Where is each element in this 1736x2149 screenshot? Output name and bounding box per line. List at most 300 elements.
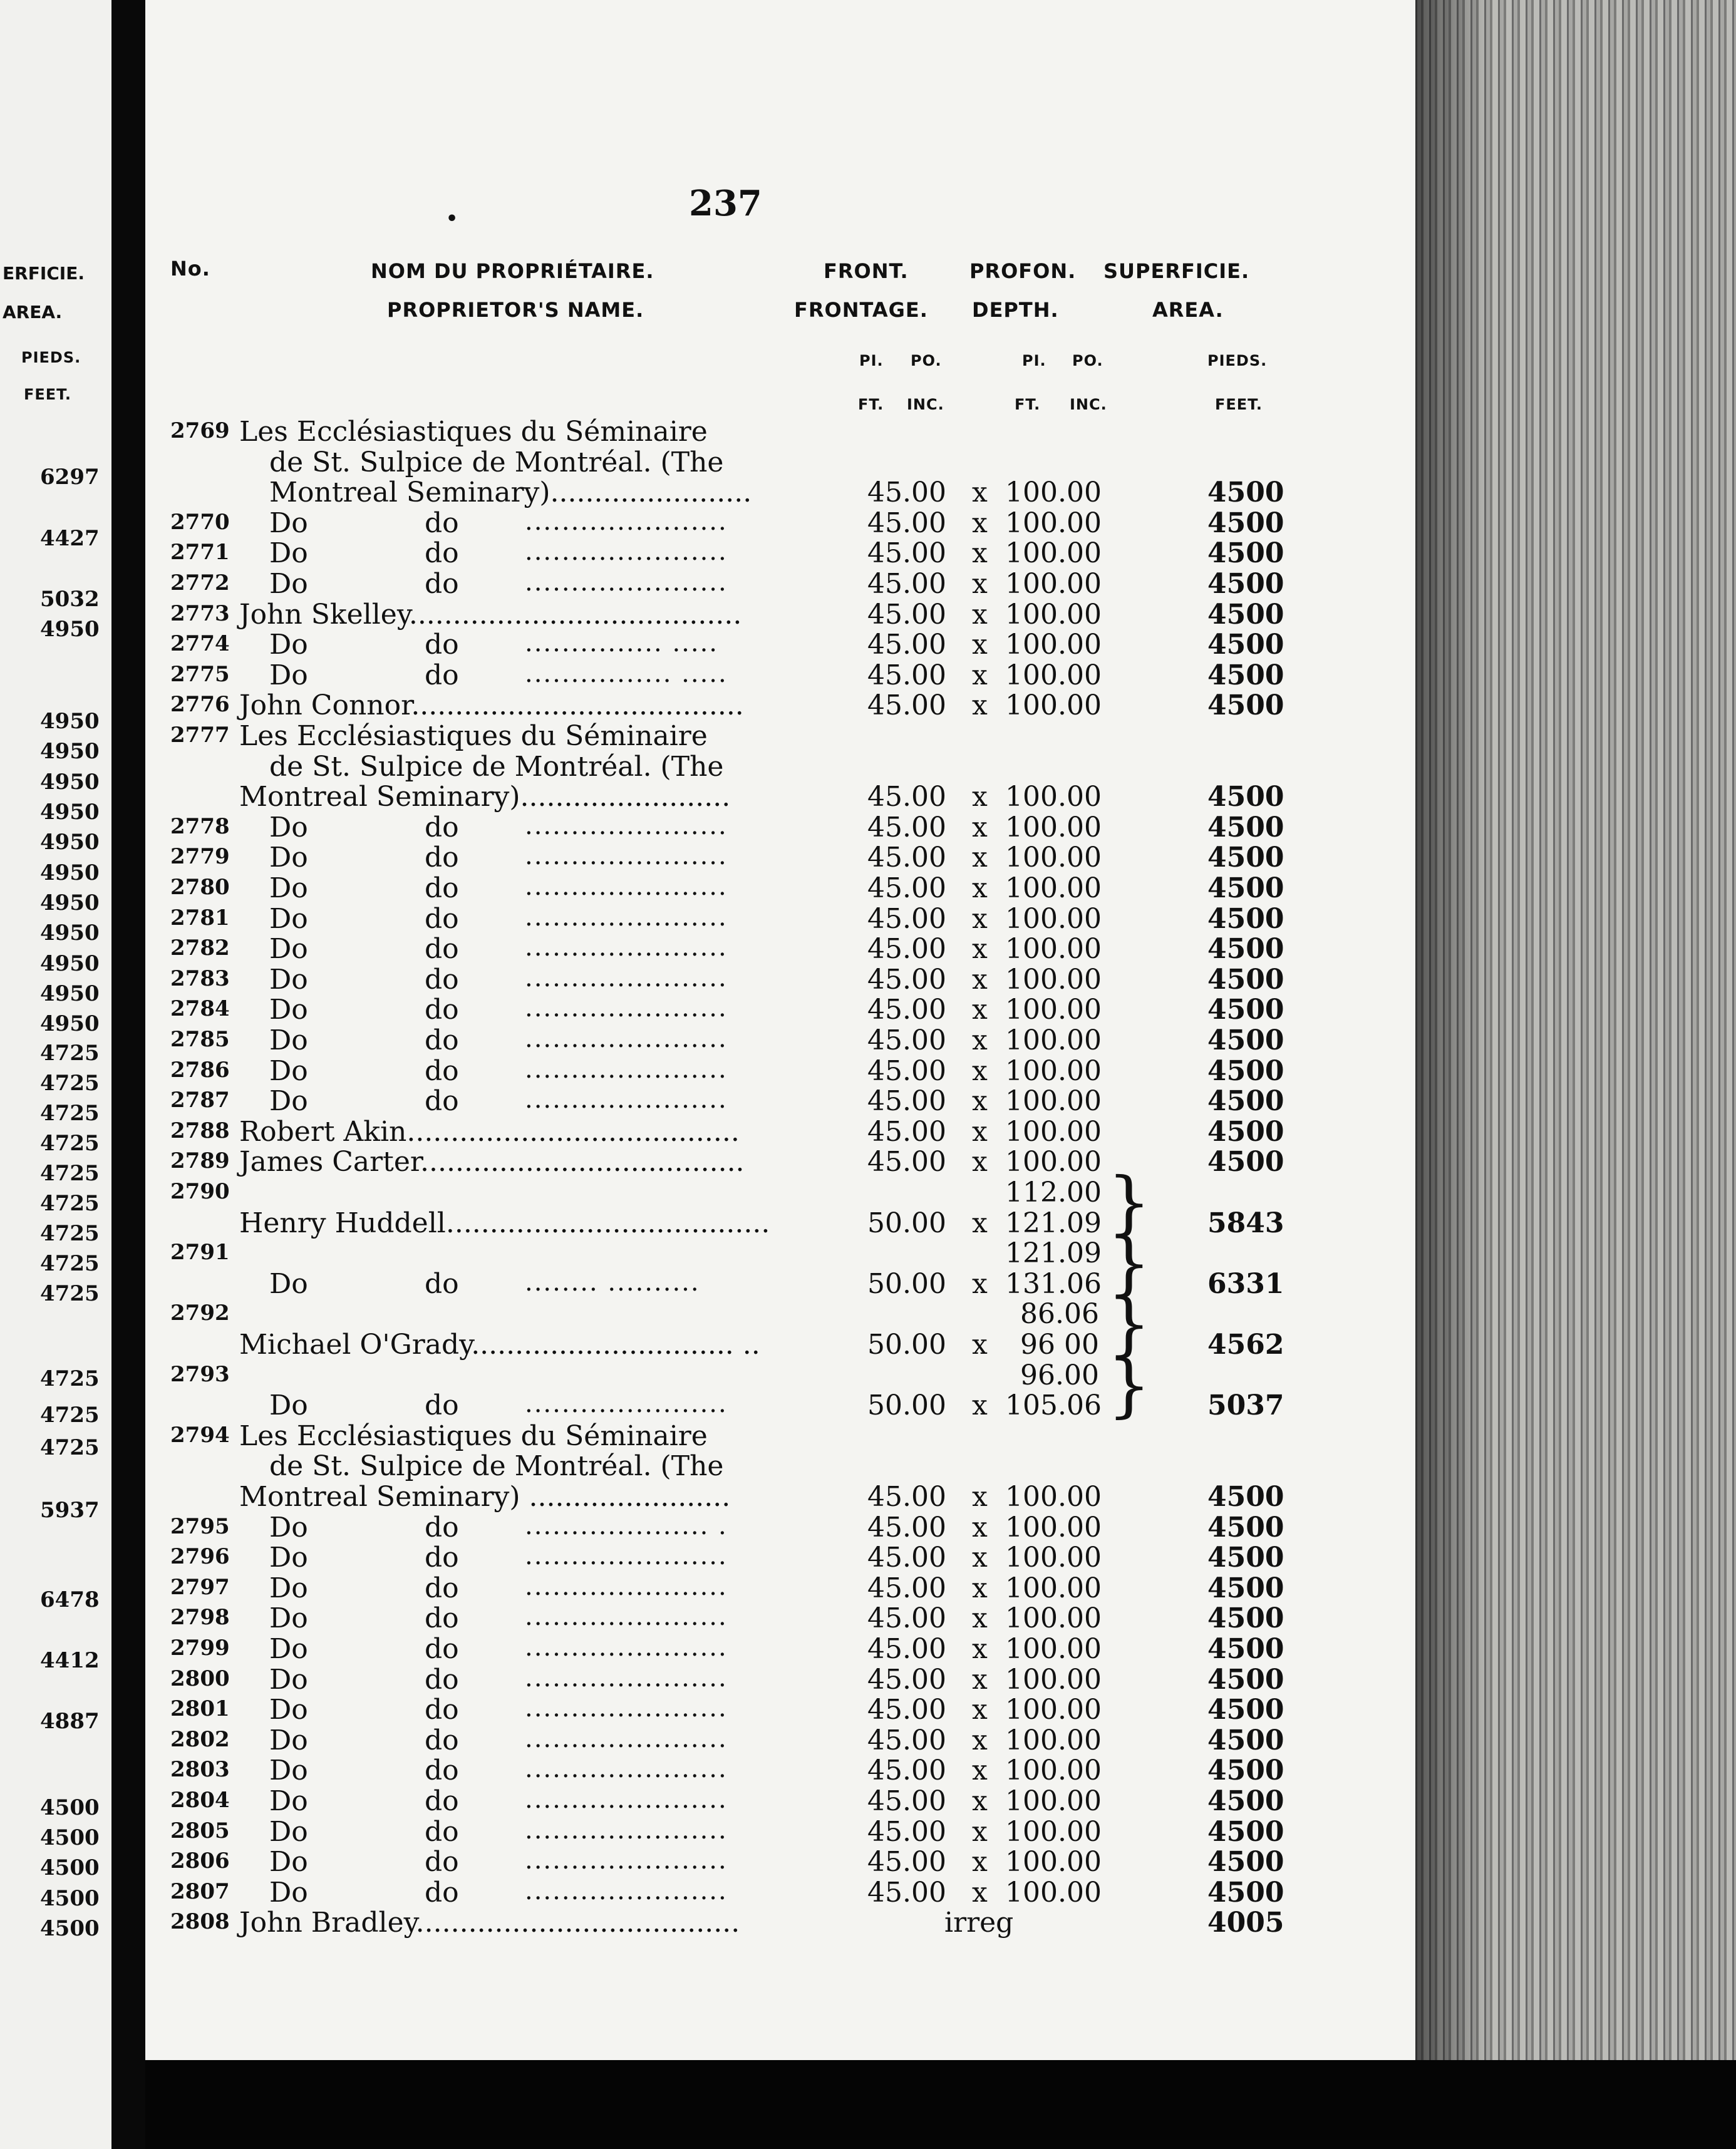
left-area-value: 4950 — [40, 890, 100, 915]
proprietor-name: Do — [269, 568, 308, 600]
left-area-value: 4725 — [40, 1131, 100, 1156]
proprietor-name-ditto: do — [425, 659, 459, 691]
dimension-separator: x — [972, 1146, 988, 1178]
area-value: 4500 — [1207, 781, 1284, 813]
proprietor-name: Do — [269, 1054, 308, 1087]
area-value: 4500 — [1207, 811, 1284, 843]
frontage-value: 45.00 — [867, 507, 946, 539]
frontage-value: 45.00 — [867, 1846, 946, 1878]
area-unit-pieds: PIEDS. — [1207, 352, 1268, 369]
proprietor-name-ditto: do — [425, 1511, 459, 1543]
frontage-value: 45.00 — [867, 811, 946, 843]
dimension-separator: x — [972, 1542, 988, 1574]
leader-dots: ...................... — [525, 1694, 728, 1723]
proprietor-name-ditto: do — [425, 1024, 459, 1056]
leader-dots: ...................... — [525, 1724, 728, 1753]
row-number: 2793 — [170, 1361, 230, 1387]
proprietor-name: Do — [269, 963, 308, 996]
row-number: 2798 — [170, 1605, 230, 1631]
row-number: 2795 — [170, 1513, 230, 1539]
row-number: 2792 — [170, 1301, 230, 1326]
depth-value: 100.00 — [1005, 933, 1102, 966]
left-area-value: 4725 — [40, 1161, 100, 1186]
dimension-separator: x — [972, 842, 988, 874]
frontage-value: 45.00 — [867, 963, 946, 996]
depth-value: 100.00 — [1005, 537, 1102, 570]
depth-value: 100.00 — [1005, 659, 1102, 691]
depth-value: 100.00 — [1005, 1633, 1102, 1665]
dimension-separator: x — [972, 1481, 988, 1513]
proprietor-name-ditto: do — [425, 811, 459, 843]
left-area-value: 6478 — [40, 1587, 100, 1612]
left-header-pieds: PIEDS. — [21, 349, 81, 366]
proprietor-name: Robert Akin...................................... — [239, 1115, 740, 1148]
depth-value: 100.00 — [1005, 811, 1102, 843]
proprietor-name-ditto: do — [425, 1755, 459, 1787]
proprietor-name-ditto: do — [425, 1054, 459, 1087]
left-header-superficie: ERFICIE. — [3, 263, 85, 284]
leader-dots: ...................... — [525, 1389, 728, 1419]
row-number: 2807 — [170, 1878, 230, 1904]
frontage-value: 45.00 — [867, 1085, 946, 1118]
proprietor-name: Do — [269, 1267, 308, 1300]
row-number: 2796 — [170, 1544, 230, 1570]
depth-value: 100.00 — [1005, 842, 1102, 874]
leader-dots: ...................... — [525, 963, 728, 992]
left-area-value: 4500 — [40, 1825, 100, 1850]
leader-dots: ............... ..... — [525, 629, 719, 658]
area-value: 4500 — [1207, 568, 1284, 600]
left-area-value: 4500 — [40, 1795, 100, 1820]
dimension-separator: x — [972, 507, 988, 539]
depth-value-upper: 112.00 — [1005, 1177, 1102, 1208]
row-number: 2794 — [170, 1422, 230, 1448]
left-area-value: 4950 — [40, 860, 100, 885]
left-area-value: 4427 — [40, 526, 100, 551]
proprietor-name: Michael O'Grady.............................. .. — [239, 1329, 760, 1361]
column-header-no: No. — [170, 257, 210, 281]
page-number: 237 — [689, 183, 762, 224]
dimension-separator: x — [972, 1389, 988, 1422]
front-unit-po: PO. — [911, 352, 942, 369]
dimension-separator: x — [972, 1724, 988, 1756]
proprietor-name-ditto: do — [425, 902, 459, 935]
dimension-separator: x — [972, 902, 988, 935]
proprietor-name: Do — [269, 872, 308, 904]
left-area-value: 6297 — [40, 465, 100, 490]
dimension-separator: x — [972, 1329, 988, 1361]
left-area-value: 4950 — [40, 739, 100, 764]
area-value: 4500 — [1207, 629, 1284, 661]
depth-value: 100.00 — [1005, 477, 1102, 509]
frontage-value: 45.00 — [867, 1694, 946, 1726]
dimension-separator: x — [972, 1815, 988, 1848]
proprietor-name: Do — [269, 933, 308, 966]
left-area-value: 4950 — [40, 830, 100, 855]
page-dot: • — [446, 208, 458, 230]
dimension-separator: x — [972, 872, 988, 904]
proprietor-name: Do — [269, 1815, 308, 1848]
proprietor-name-ditto: do — [425, 507, 459, 539]
frontage-value: 50.00 — [867, 1207, 946, 1239]
area-value: 4500 — [1207, 1694, 1284, 1726]
left-area-value: 4950 — [40, 951, 100, 976]
proprietor-name-ditto: do — [425, 1694, 459, 1726]
book-gutter — [111, 0, 145, 2149]
area-value: 4500 — [1207, 933, 1284, 966]
proprietor-name-ditto: do — [425, 1633, 459, 1665]
proprietor-name-ditto: do — [425, 1602, 459, 1635]
leader-dots: ................ ..... — [525, 659, 728, 688]
left-area-value: 4412 — [40, 1648, 100, 1673]
row-number: 2789 — [170, 1148, 230, 1174]
left-area-value: 4725 — [40, 1403, 100, 1428]
left-area-value: 4950 — [40, 981, 100, 1006]
column-header-name-en: PROPRIETOR'S NAME. — [387, 298, 644, 322]
left-area-value: 4500 — [40, 1916, 100, 1941]
row-number: 2778 — [170, 813, 230, 839]
left-area-value: 4725 — [40, 1435, 100, 1460]
area-value: 4500 — [1207, 1663, 1284, 1696]
leader-dots: ...................... — [525, 842, 728, 871]
area-value: 4500 — [1207, 1755, 1284, 1787]
area-unit-feet: FEET. — [1215, 396, 1263, 413]
irregular-dimension: irreg — [944, 1907, 1014, 1939]
proprietor-name-ditto: do — [425, 1815, 459, 1848]
frontage-value: 45.00 — [867, 1724, 946, 1756]
depth-value-upper: 96.00 — [1020, 1359, 1099, 1391]
left-area-value: 4725 — [40, 1251, 100, 1276]
leader-dots: ...................... — [525, 994, 728, 1023]
proprietor-name-ditto: do — [425, 1663, 459, 1696]
leader-dots: ...................... — [525, 1876, 728, 1905]
depth-value-upper: 121.09 — [1005, 1237, 1102, 1270]
proprietor-name: Do — [269, 537, 308, 570]
depth-value: 100.00 — [1005, 1785, 1102, 1817]
proprietor-name: Do — [269, 1633, 308, 1665]
depth-value: 100.00 — [1005, 507, 1102, 539]
frontage-value: 50.00 — [867, 1389, 946, 1422]
frontage-value: 45.00 — [867, 1876, 946, 1909]
left-area-value: 4725 — [40, 1101, 100, 1126]
row-number: 2806 — [170, 1848, 230, 1874]
depth-value-lower: 131.06 — [1005, 1267, 1102, 1300]
depth-value: 100.00 — [1005, 1694, 1102, 1726]
left-area-value: 4725 — [40, 1221, 100, 1246]
proprietor-name: Do — [269, 1572, 308, 1604]
area-value: 4500 — [1207, 1115, 1284, 1148]
dimension-separator: x — [972, 963, 988, 996]
frontage-value: 45.00 — [867, 629, 946, 661]
frontage-value: 45.00 — [867, 842, 946, 874]
left-area-value: 4500 — [40, 1886, 100, 1911]
depth-value: 100.00 — [1005, 1663, 1102, 1696]
row-number: 2775 — [170, 661, 230, 687]
proprietor-name: Do — [269, 994, 308, 1026]
leader-dots: ...................... — [525, 811, 728, 840]
column-header-depth-fr: PROFON. — [969, 259, 1077, 283]
area-value: 4500 — [1207, 1542, 1284, 1574]
area-value: 4500 — [1207, 1846, 1284, 1878]
left-area-value: 5032 — [40, 587, 100, 612]
proprietor-name: Do — [269, 1755, 308, 1787]
depth-value: 100.00 — [1005, 1511, 1102, 1543]
frontage-value: 45.00 — [867, 1755, 946, 1787]
row-number: 2800 — [170, 1666, 230, 1691]
dimension-separator: x — [972, 689, 988, 722]
row-number: 2808 — [170, 1909, 230, 1935]
area-value: 4500 — [1207, 598, 1284, 631]
area-value: 4500 — [1207, 1572, 1284, 1604]
dimension-separator: x — [972, 568, 988, 600]
leader-dots: ...................... — [525, 1572, 728, 1601]
proprietor-name: John Connor...................................... — [239, 689, 744, 722]
row-number: 2805 — [170, 1818, 230, 1843]
dimension-separator: x — [972, 1663, 988, 1696]
row-number: 2783 — [170, 966, 230, 991]
dimension-separator: x — [972, 1267, 988, 1300]
left-header-area: AREA. — [3, 302, 63, 322]
frontage-value: 45.00 — [867, 1511, 946, 1543]
frontage-value: 50.00 — [867, 1329, 946, 1361]
depth-unit-inc: INC. — [1070, 396, 1107, 413]
leader-dots: ...................... — [525, 933, 728, 962]
frontage-value: 45.00 — [867, 933, 946, 966]
depth-value: 100.00 — [1005, 1054, 1102, 1087]
depth-brace: } — [1107, 1223, 1151, 1304]
row-number: 2801 — [170, 1696, 230, 1722]
frontage-value: 45.00 — [867, 1146, 946, 1178]
proprietor-name-ditto: do — [425, 933, 459, 966]
leader-dots: ...................... — [525, 1085, 728, 1115]
proprietor-name-ditto: do — [425, 842, 459, 874]
area-value: 5843 — [1207, 1207, 1284, 1239]
depth-value: 100.00 — [1005, 598, 1102, 631]
left-area-value: 4950 — [40, 1011, 100, 1036]
left-header-feet: FEET. — [24, 386, 72, 403]
dimension-separator: x — [972, 477, 988, 509]
row-number: 2791 — [170, 1240, 230, 1265]
row-number: 2797 — [170, 1574, 230, 1600]
frontage-value: 45.00 — [867, 568, 946, 600]
area-value: 6331 — [1207, 1267, 1284, 1300]
row-number: 2803 — [170, 1757, 230, 1783]
area-value: 4500 — [1207, 1876, 1284, 1909]
proprietor-name: Do — [269, 1724, 308, 1756]
proprietor-name-ditto: do — [425, 629, 459, 661]
left-area-value: 4887 — [40, 1709, 100, 1734]
depth-value-lower: 96 00 — [1020, 1329, 1099, 1361]
leader-dots: ...................... — [525, 1815, 728, 1845]
area-value: 4500 — [1207, 1633, 1284, 1665]
row-number: 2781 — [170, 905, 230, 930]
proprietor-name-ditto: do — [425, 1542, 459, 1574]
proprietor-name: Do — [269, 507, 308, 539]
proprietor-name: de St. Sulpice de Montréal. (The — [269, 1450, 724, 1483]
proprietor-name-ditto: do — [425, 568, 459, 600]
row-number: 2788 — [170, 1118, 230, 1143]
leader-dots: ...................... — [525, 872, 728, 901]
proprietor-name-ditto: do — [425, 1785, 459, 1817]
proprietor-name-ditto: do — [425, 994, 459, 1026]
depth-value: 100.00 — [1005, 1815, 1102, 1848]
dimension-separator: x — [972, 537, 988, 570]
dimension-separator: x — [972, 1694, 988, 1726]
proprietor-name: Do — [269, 902, 308, 935]
dimension-separator: x — [972, 629, 988, 661]
depth-value: 100.00 — [1005, 629, 1102, 661]
proprietor-name-ditto: do — [425, 1876, 459, 1909]
depth-value: 100.00 — [1005, 1755, 1102, 1787]
depth-value: 100.00 — [1005, 1542, 1102, 1574]
frontage-value: 45.00 — [867, 1572, 946, 1604]
depth-value-lower: 121.09 — [1005, 1207, 1102, 1239]
frontage-value: 45.00 — [867, 1481, 946, 1513]
row-number: 2785 — [170, 1027, 230, 1052]
area-value: 4500 — [1207, 1481, 1284, 1513]
depth-value: 100.00 — [1005, 994, 1102, 1026]
left-area-value: 4950 — [40, 920, 100, 946]
area-value: 4500 — [1207, 842, 1284, 874]
area-value: 4500 — [1207, 1024, 1284, 1056]
proprietor-name: Do — [269, 1846, 308, 1878]
leader-dots: ...................... — [525, 1846, 728, 1875]
frontage-value: 45.00 — [867, 659, 946, 691]
frontage-value: 45.00 — [867, 689, 946, 722]
depth-value: 100.00 — [1005, 872, 1102, 904]
area-value: 4500 — [1207, 1785, 1284, 1817]
dimension-separator: x — [972, 1207, 988, 1239]
proprietor-name: de St. Sulpice de Montréal. (The — [269, 446, 724, 478]
left-area-value: 4950 — [40, 800, 100, 825]
proprietor-name: de St. Sulpice de Montréal. (The — [269, 750, 724, 783]
proprietor-name: Les Ecclésiastiques du Séminaire — [239, 720, 708, 752]
area-value: 4500 — [1207, 1511, 1284, 1543]
left-area-value: 5937 — [40, 1498, 100, 1523]
frontage-value: 45.00 — [867, 1602, 946, 1635]
area-value: 4500 — [1207, 872, 1284, 904]
proprietor-name: Do — [269, 842, 308, 874]
row-number: 2773 — [170, 600, 230, 626]
area-value: 4500 — [1207, 1085, 1284, 1118]
row-number: 2799 — [170, 1636, 230, 1661]
depth-value: 100.00 — [1005, 1572, 1102, 1604]
area-value: 4500 — [1207, 507, 1284, 539]
row-number: 2777 — [170, 723, 230, 748]
proprietor-name-ditto: do — [425, 963, 459, 996]
leader-dots: ...................... — [525, 1663, 728, 1693]
area-value: 4500 — [1207, 1724, 1284, 1756]
leader-dots: ...................... — [525, 1542, 728, 1571]
dimension-separator: x — [972, 1572, 988, 1604]
dimension-separator: x — [972, 811, 988, 843]
leader-dots: .................... . — [525, 1511, 728, 1540]
proprietor-name: John Bradley..................................... — [239, 1907, 740, 1939]
depth-value-upper: 86.06 — [1020, 1298, 1099, 1331]
dimension-separator: x — [972, 659, 988, 691]
frontage-value: 50.00 — [867, 1267, 946, 1300]
depth-value: 100.00 — [1005, 1481, 1102, 1513]
depth-value-lower: 105.06 — [1005, 1389, 1102, 1422]
frontage-value: 45.00 — [867, 537, 946, 570]
left-area-value: 4725 — [40, 1071, 100, 1096]
proprietor-name: Do — [269, 1389, 308, 1422]
depth-unit-po: PO. — [1072, 352, 1103, 369]
depth-value: 100.00 — [1005, 1846, 1102, 1878]
proprietor-name: Henry Huddell..................................... — [239, 1207, 770, 1239]
proprietor-name-ditto: do — [425, 1572, 459, 1604]
area-value: 4500 — [1207, 1054, 1284, 1087]
row-number: 2787 — [170, 1088, 230, 1113]
proprietor-name: Do — [269, 1024, 308, 1056]
dimension-separator: x — [972, 994, 988, 1026]
row-number: 2782 — [170, 935, 230, 961]
dimension-separator: x — [972, 1633, 988, 1665]
dimension-separator: x — [972, 933, 988, 966]
area-value: 4500 — [1207, 537, 1284, 570]
column-header-area-fr: SUPERFICIE. — [1103, 259, 1250, 283]
proprietor-name-ditto: do — [425, 1389, 459, 1422]
row-number: 2790 — [170, 1179, 230, 1204]
dimension-separator: x — [972, 598, 988, 631]
depth-unit-ft: FT. — [1015, 396, 1041, 413]
depth-brace: } — [1107, 1284, 1151, 1364]
depth-value: 100.00 — [1005, 689, 1102, 722]
proprietor-name: Do — [269, 1663, 308, 1696]
proprietor-name: Do — [269, 1876, 308, 1909]
left-area-value: 4725 — [40, 1281, 100, 1306]
area-value: 4500 — [1207, 902, 1284, 935]
row-number: 2779 — [170, 844, 230, 870]
dimension-separator: x — [972, 1511, 988, 1543]
left-area-value: 4725 — [40, 1191, 100, 1216]
frontage-value: 45.00 — [867, 1663, 946, 1696]
proprietor-name: Montreal Seminary)....................... — [269, 477, 752, 509]
left-area-value: 4950 — [40, 617, 100, 642]
proprietor-name: Do — [269, 629, 308, 661]
leader-dots: ...................... — [525, 507, 728, 536]
leader-dots: ...................... — [525, 902, 728, 932]
column-header-name-fr: NOM DU PROPRIÉTAIRE. — [371, 259, 654, 283]
proprietor-name: John Skelley...................................... — [239, 598, 742, 631]
proprietor-name: Do — [269, 811, 308, 843]
area-value: 4005 — [1207, 1907, 1284, 1939]
area-value: 4500 — [1207, 1602, 1284, 1635]
dimension-separator: x — [972, 1602, 988, 1635]
proprietor-name-ditto: do — [425, 1846, 459, 1878]
left-area-value: 4725 — [40, 1041, 100, 1066]
depth-unit-pi: PI. — [1022, 352, 1046, 369]
frontage-value: 45.00 — [867, 1054, 946, 1087]
area-value: 5037 — [1207, 1389, 1284, 1422]
frontage-value: 45.00 — [867, 1785, 946, 1817]
proprietor-name: Montreal Seminary) ....................... — [239, 1481, 731, 1513]
proprietor-name: Do — [269, 1511, 308, 1543]
scan-bottom-edge — [145, 2060, 1736, 2149]
depth-value: 100.00 — [1005, 1724, 1102, 1756]
area-value: 4500 — [1207, 477, 1284, 509]
area-value: 4500 — [1207, 689, 1284, 722]
row-number: 2771 — [170, 540, 230, 565]
proprietor-name: Do — [269, 1602, 308, 1635]
depth-value: 100.00 — [1005, 1876, 1102, 1909]
leader-dots: ...................... — [525, 1633, 728, 1662]
frontage-value: 45.00 — [867, 902, 946, 935]
proprietor-name: Les Ecclésiastiques du Séminaire — [239, 1420, 708, 1452]
dimension-separator: x — [972, 1115, 988, 1148]
depth-value: 100.00 — [1005, 1085, 1102, 1118]
proprietor-name-ditto: do — [425, 1267, 459, 1300]
